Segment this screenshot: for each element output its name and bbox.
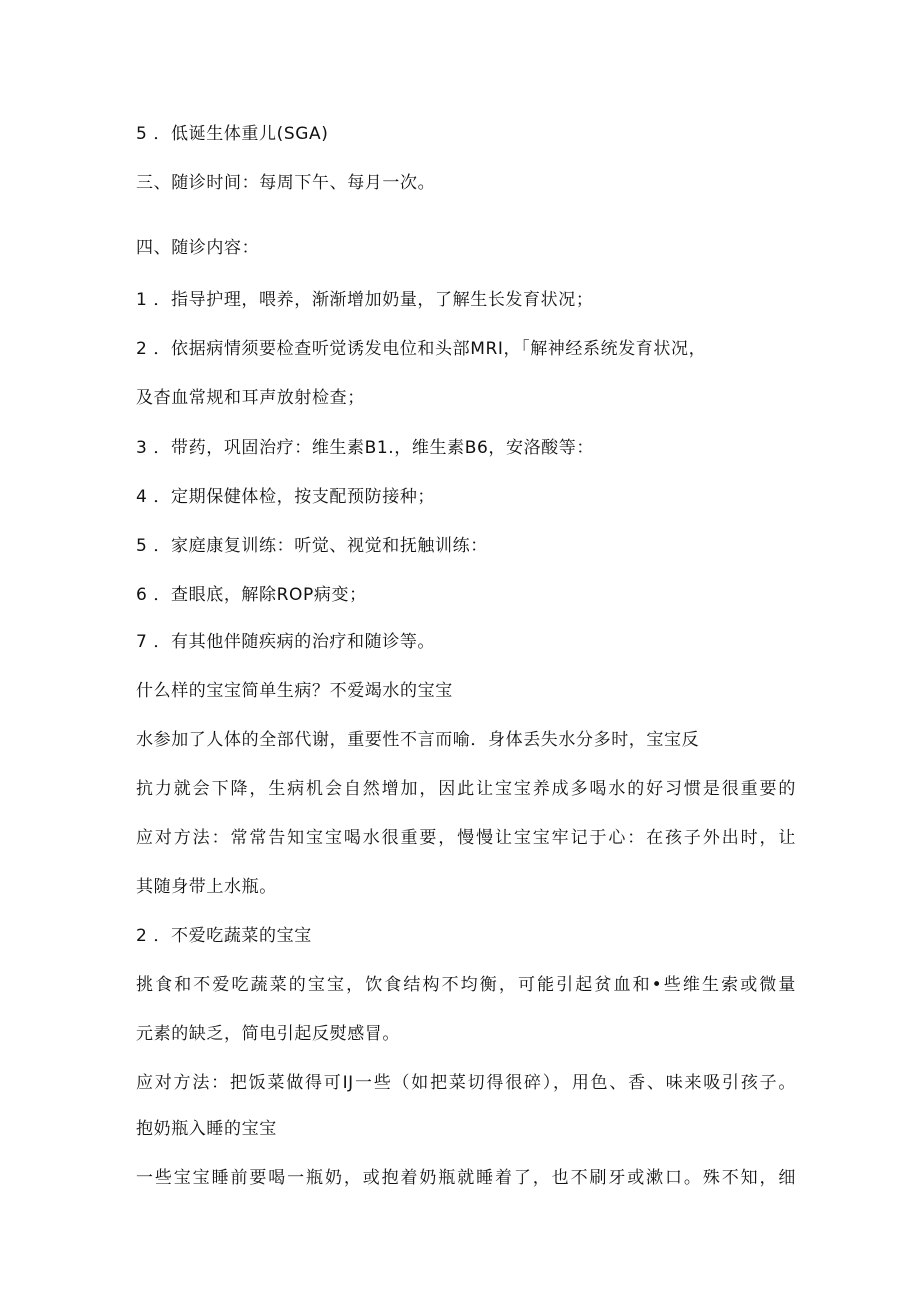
text-line: 2 ．依据病情须要检查听觉诱发电位和头部MRI，「解神经系统发育状况， (136, 339, 707, 359)
text-line: 6 ．查眼底，解除ROP病变； (136, 585, 367, 605)
text-line: 元素的缺乏，简电引起反熨感冒。 (136, 1024, 400, 1044)
text-line: 3 ．带药，巩固治疗：维生素B1.，维生素B6，安洛酸等： (136, 438, 594, 458)
text-line: 应对方法：常常告知宝宝喝水很重要，慢慢让宝宝牢记于心：在孩子外出时，让 (136, 828, 796, 848)
text-line: 5 ．家庭康复训练：听觉、视觉和抚触训练： (136, 536, 488, 556)
text-line: 一些宝宝睡前要喝一瓶奶，或抱着奶瓶就睡着了，也不刷牙或漱口。殊不知，细 (136, 1168, 796, 1188)
text-line: 挑食和不爱吃蔬菜的宝宝，饮食结构不均衡，可能引起贫血和•些维生索或微量 (136, 975, 796, 995)
section-heading: 什么样的宝宝简单生病？不爱竭水的宝宝 (136, 681, 453, 701)
text-line: 4 ．定期保健体检，按支配预防接种； (136, 487, 436, 507)
section-heading: 四、随诊内容： (136, 238, 260, 258)
text-line: 应对方法：把饭菜做得可IJ一些（如把菜切得很碎），用色、香、味来吸引孩子。 (136, 1073, 796, 1093)
text-line: 及杳血常规和耳声放射检查； (136, 388, 365, 408)
text-line: 抗力就会下降，生病机会自然增加，因此让宝宝养成多喝水的好习惯是很重要的 (136, 779, 796, 799)
text-line: 7 ．有其他伴随疾病的治疗和随诊等。 (136, 632, 436, 652)
text-line: 其随身带上水瓶。 (136, 877, 277, 897)
section-heading: 2 ．不爱吃蔬菜的宝宝 (136, 926, 312, 946)
section-heading: 抱奶瓶入睡的宝宝 (136, 1119, 277, 1139)
text-line: 水参加了人体的全部代谢，重要性不言而喻．身体丢失水分多时，宝宝反 (136, 730, 700, 750)
text-line: 5 ．低诞生体重儿(SGA) (136, 124, 329, 144)
text-line: 1 ．指导护理，喂养，渐渐增加奶量，了解生长发育状况； (136, 290, 594, 310)
section-heading: 三、随诊时间：每周下午、每月一次。 (136, 173, 436, 193)
